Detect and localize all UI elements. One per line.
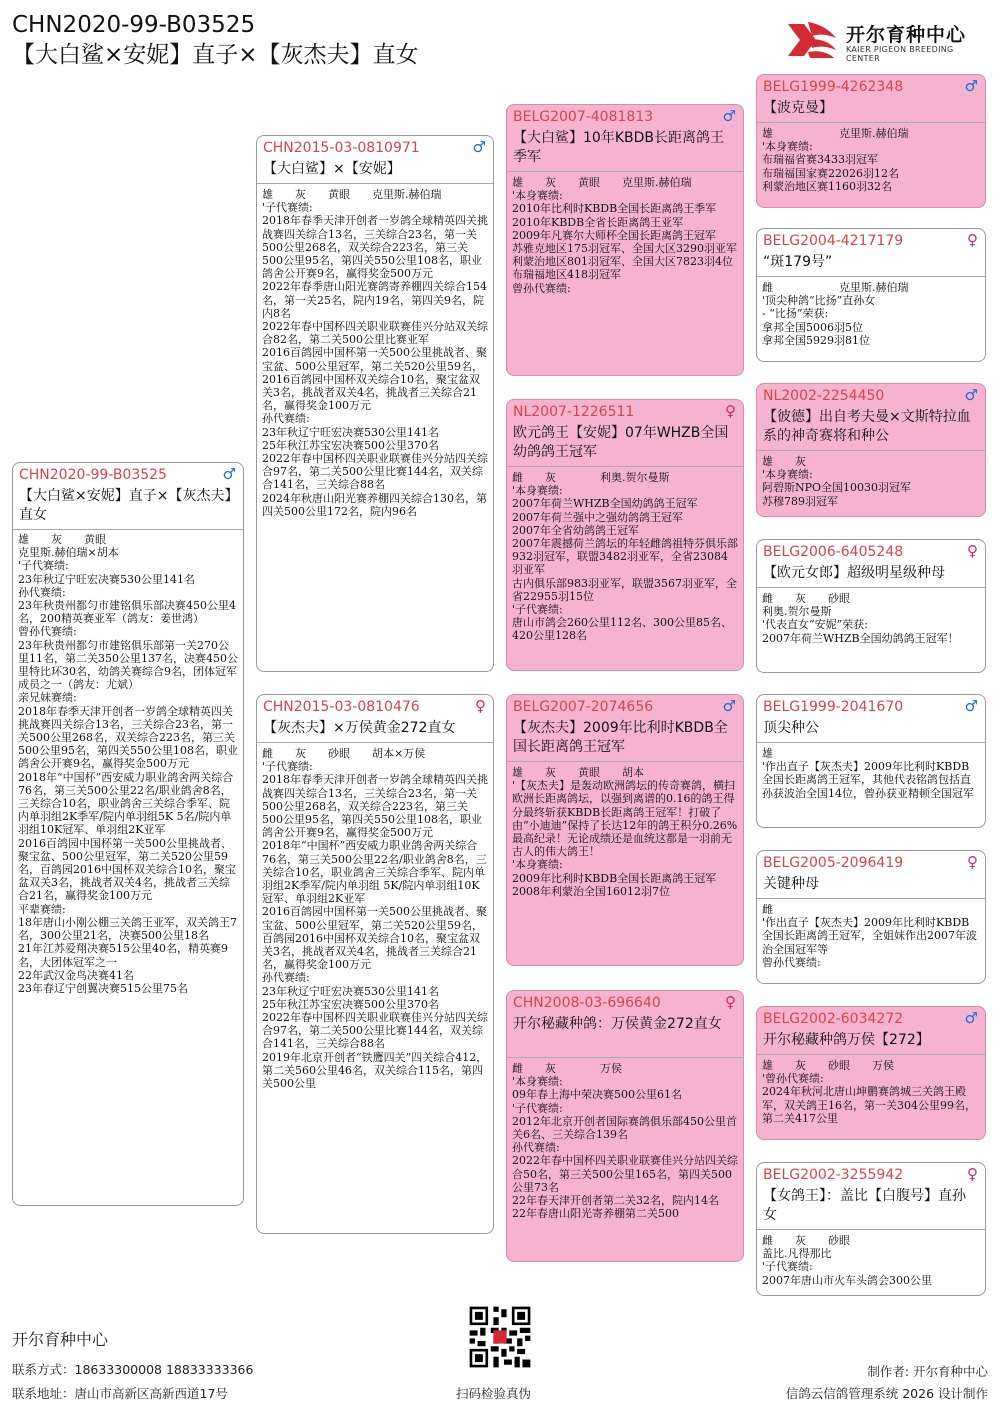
female-sex-icon: ♀ xyxy=(725,993,736,1011)
ring-number: BELG1999-4262348 xyxy=(763,79,904,95)
ring-number: NL2002-2254450 xyxy=(763,388,885,404)
footer-maker: 制作者: 开尔育种中心 xyxy=(867,1364,988,1379)
pedigree-card-ggd-3[interactable] xyxy=(756,850,986,984)
ring-number: BELG2006-6405248 xyxy=(763,544,904,560)
card-details: 雄 灰 黄眼 克里斯.赫伯瑞×胡本 '子代赛绩: 23年秋辽宁旺宏决赛530公里141名 孙代赛绩: 23年秋贵州都匀市建铭俱乐部决赛450公里4名，200精英赛亚军（鸽友：姜世鸿） 曾孙代赛绩: 23年秋贵州都匀市建铭俱乐部第一关270公里11名，第二关350公里137名，决赛450公里特比环30名，幼鸽关赛综合9名，团体冠军成员之一（鸽友：尤斌） 亲兄妹赛绩: 2018年春季天津开创者一岁鸽全球精英四关挑战赛四关综合13名，三关综合23名，第一关500公里268名，双关综合223名，第三关500公里95名，第四关550公里108名，职业鸽舍公开赛9名，赢得奖金500万元 2018年“中国杯”西安威力职业鸽舍两关综合76名，第三关500公里22名/职业鸽舍8名，三关综合10名，职业鸽舍三关综合季军、院内单羽组2K季军/院内单羽组5K 5名/院内单羽组10K冠军、单羽组2K亚军 2016百鸽园中国杯第一关500公里挑战者、聚宝盆、500公里冠军，第二关520公里59名，百鸽园2016中国杯双关综合10名，聚宝盆双关3名，挑战者双关4名，挑战者三关综合21名，赢得奖金100万元 平辈赛绩: 18年唐山小刚公棚三关鸽王亚军，双关鸽王7名，300公里21名，决赛500公里18名 21年江苏爱翔决赛515公里40名，精英赛9名，大团体冠军之一 22年武汉金鸟决赛41名 23年春辽宁创翼决赛515公里75名 xyxy=(18,533,238,995)
ring-number: CHN2015-03-0810971 xyxy=(263,140,420,156)
pedigree-card-ggs-3[interactable] xyxy=(756,694,986,828)
pedigree-card-ggd-2[interactable] xyxy=(756,539,986,673)
card-divider xyxy=(757,276,985,277)
pigeon-logo-icon xyxy=(786,18,838,60)
pedigree-card-ggs-2[interactable] xyxy=(756,383,986,517)
card-title: “斑179号” xyxy=(763,254,833,270)
card-title: 欧元鸽王【安妮】07年WHZB全国幼鸽鸽王冠军 xyxy=(513,425,729,460)
ring-number: BELG2007-2074656 xyxy=(513,699,654,715)
card-details: 雌 灰 利奥.贺尔曼斯 '本身赛绩: 2007年荷兰WHZB全国幼鸽鸽王冠军 2007年荷兰强中之强幼鸽鸽王冠军 2007年全省幼鸽鸽王冠军 2007年震撼荷兰鸽坛的年轻雌鸽祖特芬俱乐部932羽冠军，联盟3482羽亚军，全省23084羽亚军 古内俱乐部983羽亚军，联盟3567羽亚军，全省22955羽15位 '子代赛绩: 唐山市鸽会260公里112名、300公里85名、420公里128名 xyxy=(512,471,738,643)
pedigree-card-ggd-4[interactable] xyxy=(756,1162,986,1296)
card-divider xyxy=(257,183,493,184)
card-details: 雌 灰 砂眼 利奥.贺尔曼斯 '代表直女“安妮”荣获: 2007年荷兰WHZB全国幼鸽鸽王冠军！ xyxy=(762,592,959,645)
card-title: 【女鸽王】：盖比【白腹号】直孙女 xyxy=(763,1188,966,1223)
footer-address: 联系地址：唐山市高新区高新西道17号 xyxy=(12,1386,228,1401)
pedigree-card-ggs-1[interactable] xyxy=(756,74,986,208)
female-sex-icon: ♀ xyxy=(967,542,978,560)
pedigree-card-subject[interactable] xyxy=(12,462,244,1206)
male-sex-icon: ♂ xyxy=(964,386,978,404)
card-title: 【大白鲨】10年KBDB长距离鸽王季军 xyxy=(513,130,724,165)
card-details: 雌 灰 砂眼 胡本×万侯 '子代赛绩: 2018年春季天津开创者一岁鸽全球精英四关挑战赛四关综合13名，三关综合23名，第一关500公里268名，双关综合223名，第三关500公里95名，第四关550公里108名，职业鸽舍公开赛9名，赢得奖金500万元 2018年“中国杯”西安威力职业鸽舍两关综合76名，第三关500公里22名/职业鸽舍8名，三关综合10名，职业鸽舍三关综合季军、院内单羽组2K季军/院内单羽组 5K/院内单羽组10K冠军、单羽组2K亚军 2016百鸽园中国杯第一关500公里挑战者、聚宝盆、500公里冠军，第二关520公里59名，百鸽园2016中国杯双关综合10名，聚宝盆双关3名，挑战者双关4名，挑战者三关综合21名，赢得奖金100万元 孙代赛绩: 23年秋辽宁旺宏决赛530公里141名 25年秋江苏宝宏决赛500公里370名 2022年春中国杯四关职业联赛佳兴分站四关综合97名，第二关500公里比赛144名，双关综合141名，三关综合88名 2019年北京开创者“铁鹰四关”四关综合412，第二关560公里46名，双关综合115名，第四关500公里 xyxy=(262,747,488,1091)
pedigree-card-grandsire-paternal[interactable] xyxy=(506,104,744,376)
card-divider xyxy=(257,742,493,743)
female-sex-icon: ♀ xyxy=(725,402,736,420)
card-title: 【灰杰夫】×万侯黄金272直女 xyxy=(263,720,456,736)
pedigree-title: 【大白鲨×安妮】直子×【灰杰夫】直女 xyxy=(12,42,419,68)
qr-code-icon[interactable] xyxy=(467,1304,533,1370)
card-divider xyxy=(757,1054,985,1055)
card-divider xyxy=(13,529,243,530)
female-sex-icon: ♀ xyxy=(967,853,978,871)
card-divider xyxy=(507,1057,743,1058)
card-divider xyxy=(507,761,743,762)
ring-number: CHN2008-03-696640 xyxy=(513,995,661,1011)
scan-verify-label: 扫码检验真伪 xyxy=(456,1386,532,1401)
footer-name: 开尔育种中心 xyxy=(12,1330,109,1349)
card-title: 【波克曼】 xyxy=(763,100,833,116)
card-details: 雄 灰 黄眼 克里斯.赫伯瑞 '子代赛绩: 2018年春季天津开创者一岁鸽全球精英四关挑战赛四关综合13名，三关综合23名，第一关500公里268名，双关综合223名，第三关500公里95名，第四关550公里108名，职业鸽舍公开赛9名，赢得奖金500万元 2022年春季唐山阳光赛鸽寄养棚四关综合154名，第一关25名，院内19名，第四关9名，院内8名 2022年春中国杯四关职业联赛佳兴分站双关综合82名，第二关500公里比赛亚军 2016百鸽园中国杯第一关500公里挑战者、聚宝盆、500公里冠军，第二关520公里59名， 2016百鸽园中国杯双关综合10名，聚宝盆双关3名，挑战者双关4名，挑战者三关综合21名，赢得奖金100万元 孙代赛绩: 23年秋辽宁旺宏决赛530公里141名 25年秋江苏宝宏决赛500公里370名 2022年春中国杯四关职业联赛佳兴分站四关综合97名，第二关500公里比赛144名，双关综合141名，三关综合88名 2024年秋唐山阳光赛养棚四关综合130名，第四关500公里172名，院内96名 xyxy=(262,188,488,518)
pedigree-card-sire[interactable] xyxy=(256,135,494,672)
pedigree-card-granddam-paternal[interactable] xyxy=(506,399,744,671)
footer-contact: 联系方式：18633300008 18833333366 xyxy=(12,1362,254,1377)
card-details: 雄 灰 砂眼 万侯 '曾孙代赛绩: 2024年秋河北唐山坤鹏赛鸽城三关鸽王殿军，双关鸽王16名，第一关304公里99名，第二关417公里 xyxy=(762,1059,976,1125)
pedigree-id: CHN2020-99-B03525 xyxy=(12,12,256,38)
card-divider xyxy=(757,1229,985,1230)
ring-number: BELG2002-6034272 xyxy=(763,1011,904,1027)
footer-system: 信鸽云信鸽管理系统 2026 设计制作 xyxy=(785,1386,988,1401)
card-divider xyxy=(757,898,985,899)
pedigree-header xyxy=(12,10,419,70)
male-sex-icon: ♂ xyxy=(722,107,736,125)
ring-number: BELG2002-3255942 xyxy=(763,1167,904,1183)
card-title: 关键种母 xyxy=(763,876,819,892)
card-details: 雌 灰 砂眼 盖比.凡得那比 '子代赛绩: 2007年唐山市火车头鸽会300公里 xyxy=(762,1234,932,1287)
card-divider xyxy=(507,466,743,467)
card-divider xyxy=(507,171,743,172)
card-title: 【大白鲨】×【安妮】 xyxy=(263,161,401,177)
ring-number: BELG2004-4217179 xyxy=(763,233,904,249)
ring-number: CHN2015-03-0810476 xyxy=(263,699,420,715)
ring-number: BELG1999-2041670 xyxy=(763,699,904,715)
ring-number: BELG2007-4081813 xyxy=(513,109,654,125)
card-details: 雄 灰 黄眼 胡本 '【灰杰夫】是轰动欧洲鸽坛的传奇赛鸽，横扫欧洲长距离鸽坛，以强到离谱的0.16的鸽王得分最终斩获KBDB长距离鸽王冠军！打破了由“小迪迪”保持了长达12年的鸽王积分0.26%最高纪录！无论成绩还是血统这都是一羽前无古人的伟大鸽王！ '本身赛绩: 2009年比利时KBDB全国长距离鸽王冠军 2008年利蒙治全国16012羽7位 xyxy=(512,766,738,898)
logo-title: 开尔育种中心 xyxy=(846,24,967,46)
card-divider xyxy=(757,587,985,588)
card-details: 雌 '作出直子【灰杰夫】2009年比利时KBDB全国长距离鸽王冠军，全姐妹作出2007年波治全国冠军等 曾孙代赛绩: xyxy=(762,903,977,969)
card-title: 开尔秘藏种鸽：万侯黄金272直女 xyxy=(513,1016,722,1032)
male-sex-icon: ♂ xyxy=(964,697,978,715)
ring-number: BELG2005-2096419 xyxy=(763,855,904,871)
male-sex-icon: ♂ xyxy=(222,465,236,483)
male-sex-icon: ♂ xyxy=(722,697,736,715)
card-title: 【灰杰夫】2009年比利时KBDB全国长距离鸽王冠军 xyxy=(513,720,728,755)
pedigree-card-dam[interactable] xyxy=(256,694,494,1234)
card-title: 【彼德】出自考夫曼×文斯特拉血系的神奇赛将和种公 xyxy=(763,409,971,444)
ring-number: NL2007-1226511 xyxy=(513,404,635,420)
card-title: 顶尖种公 xyxy=(763,720,819,736)
male-sex-icon: ♂ xyxy=(472,138,486,156)
card-details: 雌 克里斯.赫伯瑞 '顶尖种鸽“比扬”直孙女 - “比扬”荣获: 拿邦全国5006羽5位 拿邦全国5929羽81位 xyxy=(762,281,909,347)
kaier-logo xyxy=(786,18,986,64)
pedigree-card-grandsire-maternal[interactable] xyxy=(506,694,744,966)
card-title: 【欧元女郎】超级明星级种母 xyxy=(763,565,945,581)
card-divider xyxy=(757,742,985,743)
card-divider xyxy=(757,122,985,123)
card-title: 【大白鲨×安妮】直子×【灰杰夫】直女 xyxy=(19,488,232,523)
female-sex-icon: ♀ xyxy=(475,697,486,715)
pedigree-card-ggd-1[interactable] xyxy=(756,228,986,362)
male-sex-icon: ♂ xyxy=(964,1009,978,1027)
card-details: 雄 灰 黄眼 克里斯.赫伯瑞 '本身赛绩: 2010年比利时KBDB全国长距离鸽王季军 2010年KBDB全省长距离鸽王亚军 2009年凡赛尔大师杯全国长距离鸽王冠军 苏雅克地区175羽冠军、全国大区3290羽亚军 利蒙治地区801羽冠军、全国大区7823羽4位 布瑞福地区418羽冠军 曾孙代赛绩: xyxy=(512,176,737,295)
card-details: 雄 克里斯.赫伯瑞 '本身赛绩: 布瑞福省赛3433羽冠军 布瑞福国家赛22026羽12名 利蒙治地区赛1160羽32名 xyxy=(762,127,909,193)
ring-number: CHN2020-99-B03525 xyxy=(19,467,167,483)
male-sex-icon: ♂ xyxy=(964,77,978,95)
female-sex-icon: ♀ xyxy=(967,231,978,249)
card-details: 雄 灰 '本身赛绩: 阿碧斯NPO全国10030羽冠军 苏穆789羽冠军 xyxy=(762,455,912,508)
card-details: 雄 '作出直子【灰杰夫】2009年比利时KBDB全国长距离鸽王冠军，其他代表铭鸽包括直孙获波治全国14位，曾孙获亚精顿全国冠军 xyxy=(762,747,974,800)
logo-subtitle: KAIER PIGEON BREEDING CENTER xyxy=(846,45,954,63)
female-sex-icon: ♀ xyxy=(967,1165,978,1183)
card-title: 开尔秘藏种鸽万侯【272】 xyxy=(763,1032,930,1048)
pedigree-card-granddam-maternal[interactable] xyxy=(506,990,744,1262)
card-details: 雌 灰 万侯 '本身赛绩: 09年春上海中荣决赛500公里61名 '子代赛绩: 2012年北京开创者国际赛鸽俱乐部450公里首关6名、三关综合139名 孙代赛绩: 2022年春中国杯四关职业联赛佳兴分站四关综合50名，第三关500公里165名，第四关500公里73名 22年春天津开创者第二关32名，院内14名 22年春唐山阳光寄养棚第二关500 xyxy=(512,1062,738,1221)
pedigree-card-ggs-4[interactable] xyxy=(756,1006,986,1140)
card-divider xyxy=(757,450,985,451)
